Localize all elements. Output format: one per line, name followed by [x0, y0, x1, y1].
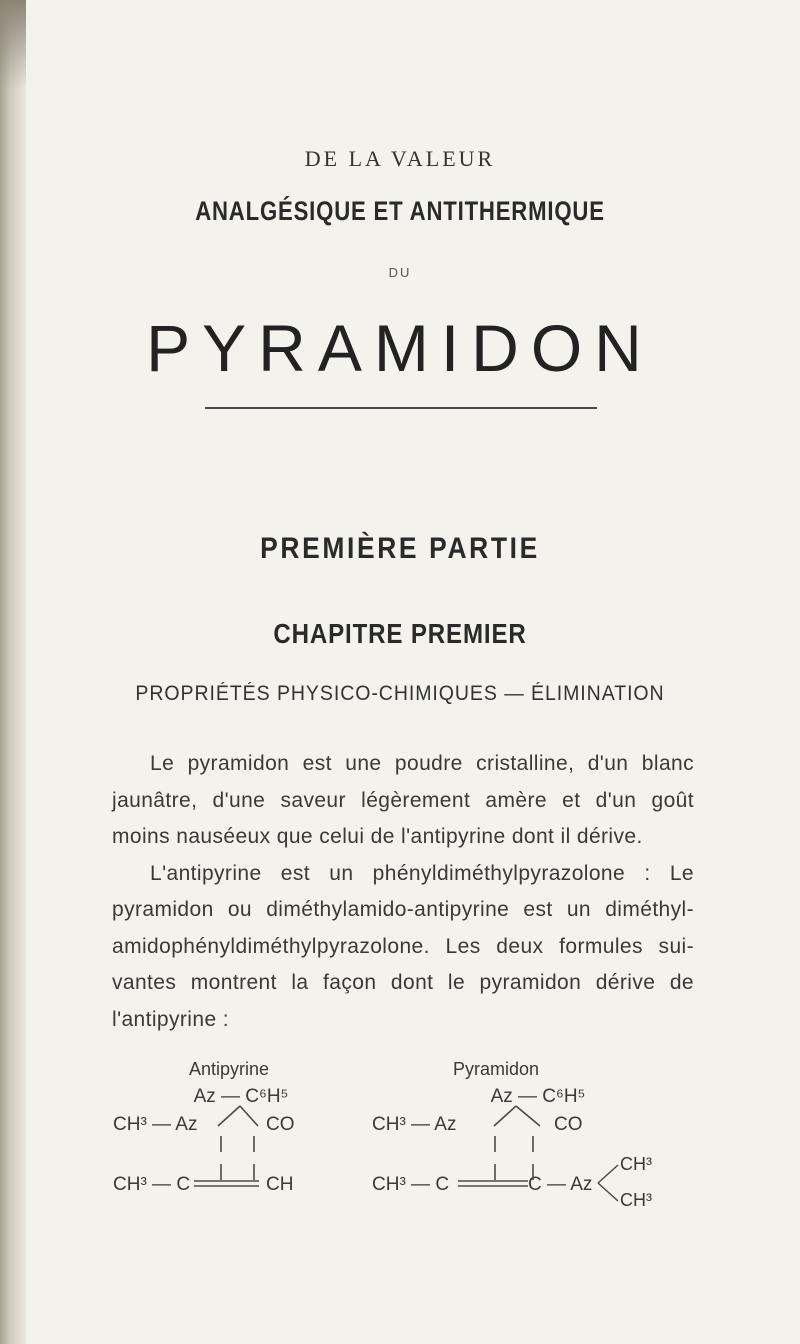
- antipyrine-top-group: Az — C⁶H⁵: [193, 1086, 289, 1107]
- running-head: DE LA VALEUR: [304, 146, 496, 171]
- bond-line: [598, 1183, 618, 1201]
- pyramidon-right-upper: CO: [554, 1114, 583, 1135]
- pyramidon-formula: [372, 1059, 652, 1210]
- antipyrine-formula: [113, 1059, 295, 1195]
- pyramidon-label: Pyramidon: [452, 1059, 540, 1079]
- pyramidon-substituent-bottom: CH³: [620, 1190, 652, 1210]
- antipyrine-left-lower: CH³ — C: [113, 1174, 191, 1195]
- pyramidon-right-lower: C — Az: [528, 1174, 593, 1195]
- pyramidon-top-group: Az — C⁶H⁵: [490, 1086, 586, 1107]
- subheading: ANALGÉSIQUE ET ANTITHERMIQUE: [195, 196, 605, 226]
- pyramidon-left-lower: CH³ — C: [372, 1174, 450, 1195]
- bond-line: [494, 1106, 516, 1126]
- antipyrine-right-upper: CO: [266, 1114, 295, 1135]
- part-title: PREMIÈRE PARTIE: [260, 532, 540, 565]
- antipyrine-right-lower: CH: [266, 1174, 294, 1195]
- pyramidon-left-upper: CH³ — Az: [372, 1114, 457, 1135]
- paragraph: Le pyramidon est une poudre cristalline, d'un blanc jaunâtre, d'une saveur légèrement amère et d'un goût moins nauséeux que celui de l'antipyrine dont il dérive.: [112, 752, 694, 848]
- title-connector: DU: [388, 265, 412, 280]
- bond-line: [598, 1165, 618, 1183]
- bond-line: [516, 1106, 540, 1126]
- antipyrine-label: Antipyrine: [188, 1059, 270, 1079]
- paragraph: L'antipyrine est un phényldiméthylpyrazolone : Le pyramidon ou diméthylamido-antipyrine est un diméthyl-amidophényldiméthylpyrazolone. Les deux formules sui-vantes montrent la façon dont le pyramidon dérive de l'antipyrine :: [112, 861, 694, 1031]
- bond-line: [218, 1106, 240, 1126]
- bond-line: [240, 1106, 258, 1126]
- chapter-title: CHAPITRE PREMIER: [273, 618, 527, 649]
- main-title: PYRAMIDON: [146, 311, 654, 385]
- pyramidon-substituent-top: CH³: [620, 1154, 652, 1174]
- section-title: PROPRIÉTÉS PHYSICO-CHIMIQUES — ÉLIMINATION: [135, 682, 665, 705]
- antipyrine-left-upper: CH³ — Az: [113, 1114, 198, 1135]
